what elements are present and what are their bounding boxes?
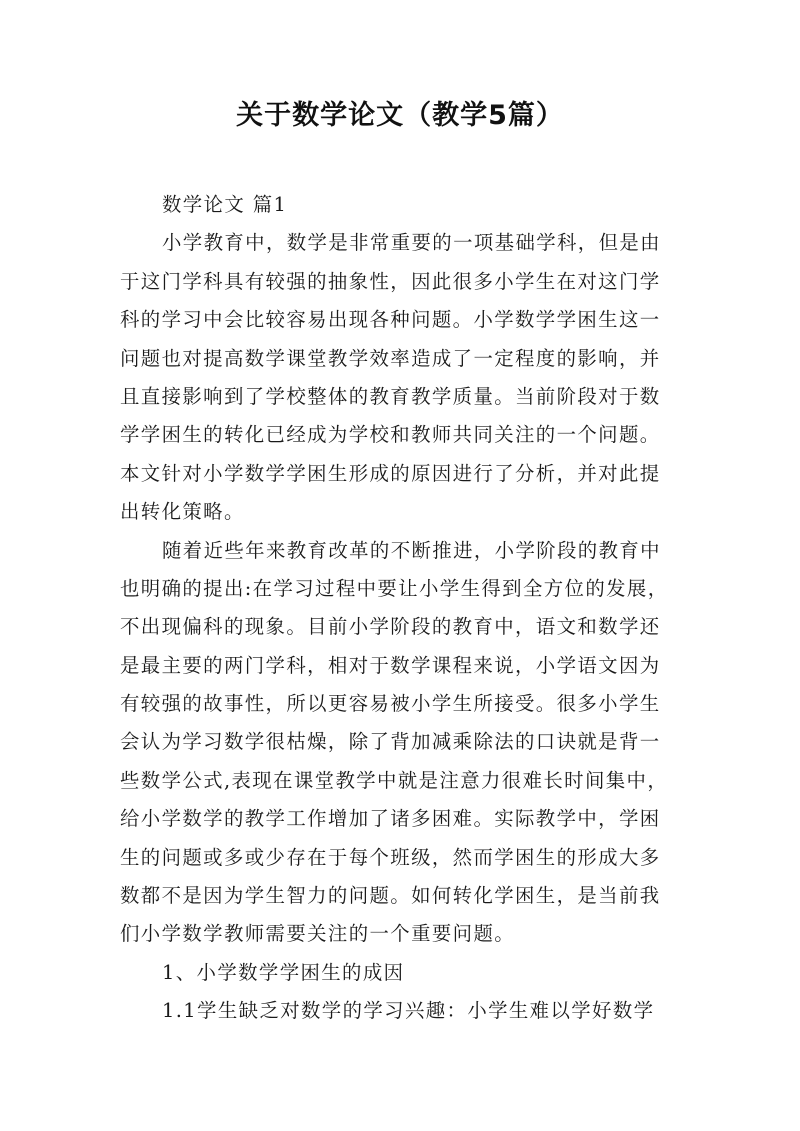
section-heading-1: 数学论文 篇1 [162,193,288,216]
paragraph-line: 有较强的故事性，所以更容易被小学生所接受。很多小学生 [120,692,661,716]
paragraph-line: 会认为学习数学很枯燥，除了背加减乘除法的口诀就是背一 [120,730,661,754]
paragraph-line: 小学教育中，数学是非常重要的一项基础学科，但是由 [162,231,661,255]
paragraph-line: 于这门学科具有较强的抽象性，因此很多小学生在对这门学 [120,269,661,293]
paragraph-line: 给小学数学的教学工作增加了诸多困难。实际教学中，学困 [120,807,661,831]
subheading-line: 1、小学数学学困生的成因 [162,960,405,984]
document-body [120,186,692,1031]
paragraph-line: 学学困生的转化已经成为学校和教师共同关注的一个问题。 [120,423,661,447]
subheading-line: 1.1学生缺乏对数学的学习兴趣：小学生难以学好数学 [162,999,655,1023]
paragraph-line: 数都不是因为学生智力的问题。如何转化学困生，是当前我 [120,884,661,908]
paragraph-line: 科的学习中会比较容易出现各种问题。小学数学学困生这一 [120,308,661,332]
document-title: 关于数学论文（教学5篇） [236,100,564,131]
paragraph-line: 随着近些年来教育改革的不断推进，小学阶段的教育中 [162,538,661,562]
paragraph-line: 们小学数学教师需要关注的一个重要问题。 [120,922,516,946]
paragraph-line: 出转化策略。 [120,500,245,524]
paragraph-line: 问题也对提高数学课堂教学效率造成了一定程度的影响，并 [120,346,661,370]
paragraph-line: 生的问题或多或少存在于每个班级，然而学困生的形成大多 [120,845,661,869]
paragraph-line: 些数学公式,表现在课堂教学中就是注意力很难长时间集中， [120,768,669,792]
paragraph-line: 且直接影响到了学校整体的教育教学质量。当前阶段对于数 [120,384,661,408]
paragraph-line: 也明确的提出:在学习过程中要让小学生得到全方位的发展， [120,576,669,600]
paragraph-line: 本文针对小学数学学困生形成的原因进行了分析，并对此提 [120,461,661,485]
paragraph-line: 是最主要的两门学科，相对于数学课程来说，小学语文因为 [120,653,661,677]
paragraph-line: 不出现偏科的现象。目前小学阶段的教育中，语文和数学还 [120,615,661,639]
